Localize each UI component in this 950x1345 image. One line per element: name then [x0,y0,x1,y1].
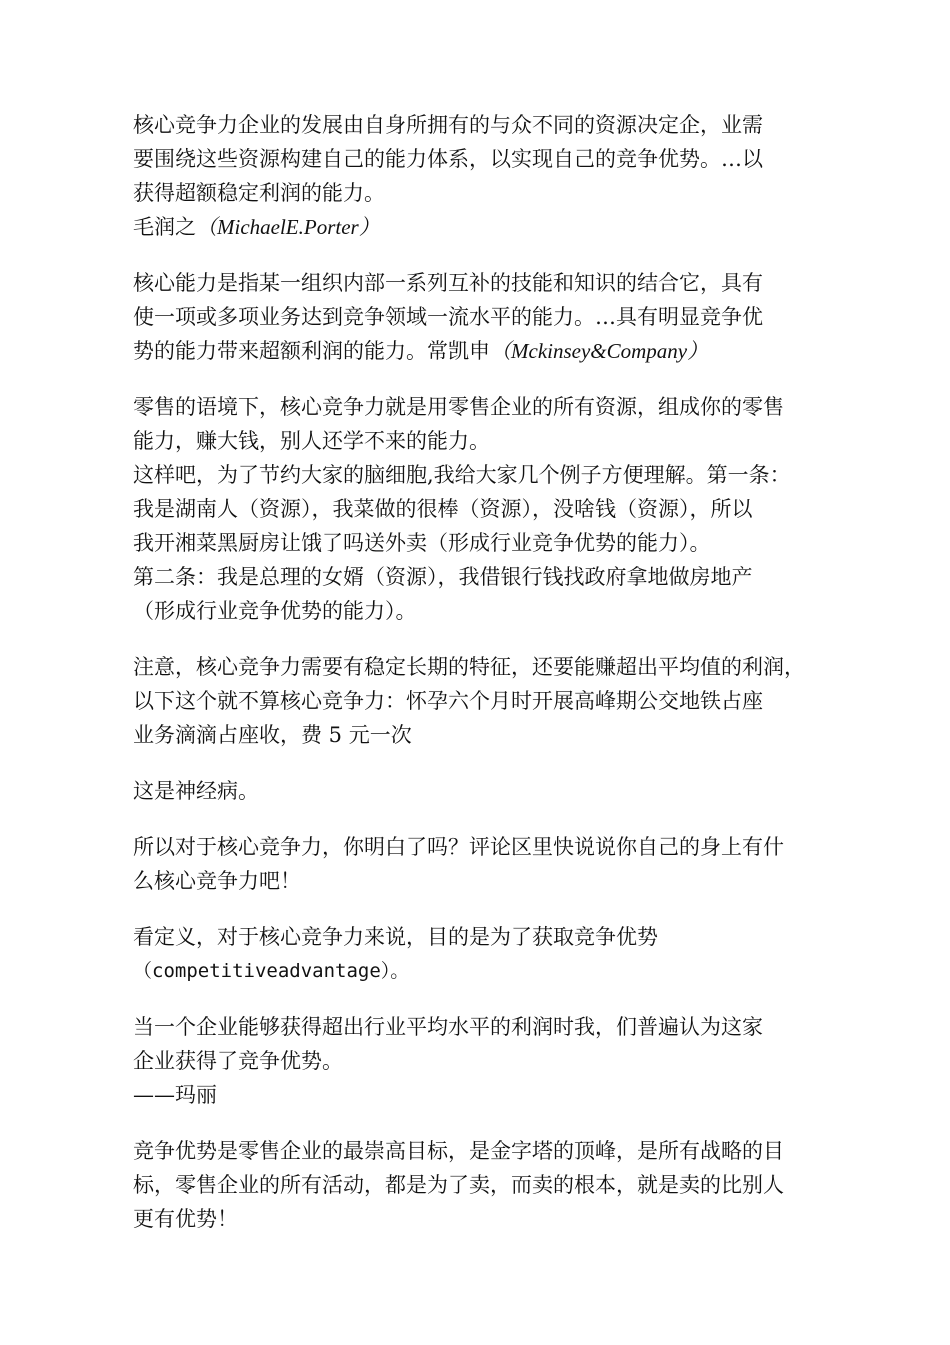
text-line: 能力，赚大钱，别人还学不来的能力。 [133,429,490,453]
text-line: 竞争优势是零售企业的最崇高目标，是金字塔的顶峰，是所有战略的目 [133,1139,784,1163]
text-line: 所以对于核心竞争力，你明白了吗？评论区里快说说你自己的身上有什 [133,835,784,859]
text-line: 么核心竞争力吧！ [133,869,301,893]
paragraph-retail-examples [133,390,848,628]
text-line: 第二条：我是总理的女婿（资源），我借银行钱找政府拿地做房地产 [133,565,753,589]
text-line: 使一项或多项业务达到竞争领域一流水平的能力。…具有明显竞争优 [133,305,763,329]
attribution-line [133,334,848,368]
paragraph-question [133,830,848,898]
text-line: 要围绕这些资源构建自己的能力体系，以实现自己的竞争优势。…以 [133,147,763,171]
text-line: 看定义，对于核心竞争力来说，目的是为了获取竞争优势 [133,925,658,949]
text-line-english-term: （competitiveadvantage）。 [133,960,410,982]
paragraph-definition [133,920,848,988]
text-line: 核心竞争力企业的发展由自身所拥有的与众不同的资源决定企，业需 [133,113,763,137]
paragraph-mary-quote [133,1010,848,1112]
paragraph-porter-quote [133,108,848,244]
document-page [133,108,848,1258]
author-english-name: （Mckinsey&Company） [490,339,709,363]
text-line: 业务滴滴占座收，费 5 元一次 [133,723,412,747]
text-line: 标，零售企业的所有活动，都是为了卖，而卖的根本，就是卖的比别人 [133,1173,784,1197]
text-line: 以下这个就不算核心竞争力：怀孕六个月时开展高峰期公交地铁占座 [133,689,763,713]
text-line: 零售的语境下，核心竞争力就是用零售企业的所有资源，组成你的零售 [133,395,784,419]
text-line: 更有优势！ [133,1207,238,1231]
paragraph-note [133,650,848,752]
text-line: 这是神经病。 [133,779,259,803]
paragraph-remark [133,774,848,808]
author-name: 毛润之 [133,215,196,239]
paragraph-conclusion [133,1134,848,1236]
text-line: 注意，核心竞争力需要有稳定长期的特征，还要能赚超出平均值的利润， [133,655,805,679]
text-line: 获得超额稳定利润的能力。 [133,181,385,205]
paragraph-mckinsey-quote [133,266,848,368]
text-line: 这样吧，为了节约大家的脑细胞,我给大家几个例子方便理解。第一条： [133,463,791,487]
text-line: 我是湖南人（资源），我菜做的很棒（资源），没啥钱（资源），所以 [133,497,753,521]
attribution-line: ——玛丽 [133,1083,217,1107]
attribution-line [133,210,848,244]
text-line: 当一个企业能够获得超出行业平均水平的利润时我，们普遍认为这家 [133,1015,763,1039]
text-line: 我开湘菜黑厨房让饿了吗送外卖（形成行业竞争优势的能力）。 [133,531,711,555]
text-line: 核心能力是指某一组织内部一系列互补的技能和知识的结合它，具有 [133,271,763,295]
text-line: （形成行业竞争优势的能力）。 [133,599,417,623]
text-line: 企业获得了竞争优势。 [133,1049,343,1073]
author-english-name: （MichaelE.Porter） [196,215,380,239]
text-segment: 势的能力带来超额利润的能力。常凯申 [133,339,490,363]
